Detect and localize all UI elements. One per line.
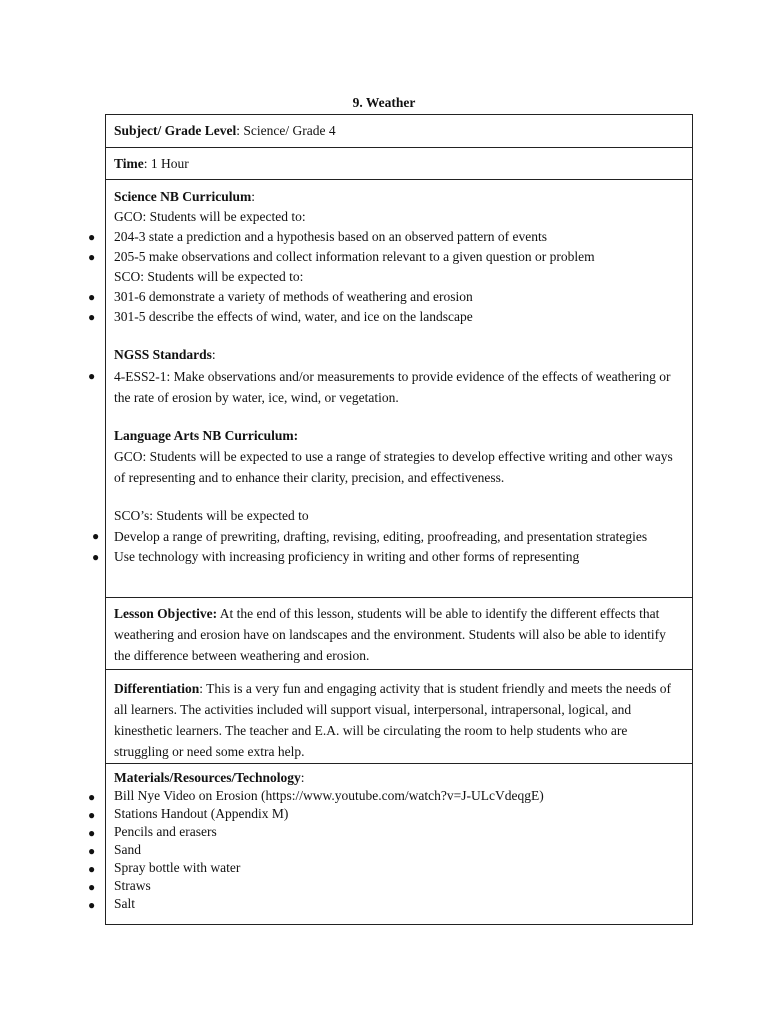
materials-heading-colon: : bbox=[300, 770, 305, 785]
list-item bbox=[88, 307, 684, 327]
list-item bbox=[88, 859, 684, 877]
list-item-text: Salt bbox=[114, 896, 136, 911]
list-item-text: Sand bbox=[114, 842, 141, 857]
list-item bbox=[92, 526, 684, 547]
page-title: 9. Weather bbox=[352, 95, 416, 110]
list-item-text: Spray bottle with water bbox=[114, 860, 241, 875]
lesson-objective-text: At the end of this lesson, students will be able to identify the different effects that weathering and erosion have on landscapes and the environment. Students will also be able to identify the difference between weathering and erosion. bbox=[114, 606, 666, 663]
science-curriculum-heading: Science NB Curriculum bbox=[114, 189, 252, 204]
subject-grade-value: : Science/ Grade 4 bbox=[236, 123, 336, 138]
language-arts-sco-intro: SCO’s: Students will be expected to bbox=[114, 508, 309, 523]
list-item bbox=[88, 805, 684, 823]
lesson-objective-row bbox=[106, 597, 692, 669]
list-item bbox=[92, 547, 684, 567]
science-gco-intro: GCO: Students will be expected to: bbox=[114, 209, 306, 224]
bullet-icon: ● bbox=[88, 862, 96, 876]
lesson-plan-table bbox=[88, 114, 693, 925]
ngss-heading-colon: : bbox=[211, 347, 216, 362]
list-item-text: 301-5 describe the effects of wind, water, and ice on the landscape bbox=[114, 309, 473, 324]
bullet-icon: ● bbox=[88, 290, 96, 304]
bullet-icon: ● bbox=[88, 898, 96, 912]
bullet-icon: ● bbox=[88, 369, 96, 383]
language-arts-gco: GCO: Students will be expected to use a range of strategies to develop effective writing and other ways of representing and to enhance their clarity, precision, and effectiveness. bbox=[114, 449, 673, 485]
list-item-text: 301-6 demonstrate a variety of methods of weathering and erosion bbox=[114, 289, 473, 304]
science-heading-colon: : bbox=[251, 189, 256, 204]
bullet-icon: ● bbox=[88, 844, 96, 858]
lesson-objective-label: Lesson Objective: bbox=[114, 606, 218, 621]
subject-grade-label: Subject/ Grade Level bbox=[114, 123, 237, 138]
time-label: Time bbox=[114, 156, 144, 171]
list-item-text: Straws bbox=[114, 878, 151, 893]
list-item bbox=[88, 247, 684, 267]
list-item-text: Develop a range of prewriting, drafting, revising, editing, proofreading, and presentation strategies bbox=[114, 529, 648, 544]
list-item-text: Bill Nye Video on Erosion (https://www.youtube.com/watch?v=J-ULcVdeqgE) bbox=[114, 788, 544, 803]
bullet-icon: ● bbox=[88, 808, 96, 822]
list-item bbox=[88, 841, 684, 859]
time-value: : 1 Hour bbox=[143, 156, 189, 171]
bullet-icon: ● bbox=[88, 826, 96, 840]
science-sco-intro: SCO: Students will be expected to: bbox=[114, 269, 304, 284]
list-item bbox=[88, 823, 684, 841]
bullet-icon: ● bbox=[92, 529, 100, 543]
list-item bbox=[88, 877, 684, 895]
list-item bbox=[88, 287, 684, 307]
differentiation-text: : This is a very fun and engaging activity that is student friendly and meets the needs of all learners. The activities included will support visual, interpersonal, intrapersonal, logical, and kinesthetic learners. The teacher and E.A. will be circulating the room to help students who are struggling or need some extra help. bbox=[114, 681, 671, 759]
list-item-text: Stations Handout (Appendix M) bbox=[114, 806, 289, 821]
ngss-heading: NGSS Standards bbox=[114, 347, 212, 362]
bullet-icon: ● bbox=[92, 550, 100, 564]
bullet-icon: ● bbox=[88, 790, 96, 804]
subject-grade-row bbox=[106, 115, 692, 147]
list-item bbox=[88, 787, 684, 805]
differentiation-label: Differentiation bbox=[114, 681, 200, 696]
list-item bbox=[88, 227, 684, 247]
bullet-icon: ● bbox=[88, 230, 96, 244]
language-arts-heading: Language Arts NB Curriculum: bbox=[114, 428, 299, 443]
bullet-icon: ● bbox=[88, 880, 96, 894]
bullet-icon: ● bbox=[88, 310, 96, 324]
materials-heading: Materials/Resources/Technology bbox=[114, 770, 301, 785]
differentiation-row bbox=[106, 669, 692, 763]
list-item bbox=[88, 366, 684, 408]
time-row bbox=[106, 147, 692, 179]
list-item bbox=[88, 895, 684, 913]
list-item-text: 4-ESS2-1: Make observations and/or measurements to provide evidence of the effects of weathering or the rate of erosion by water, ice, wind, or vegetation. bbox=[114, 369, 671, 405]
list-item-text: Use technology with increasing proficiency in writing and other forms of representing bbox=[114, 549, 580, 564]
list-item-text: 204-3 state a prediction and a hypothesis based on an observed pattern of events bbox=[114, 229, 547, 244]
list-item-text: Pencils and erasers bbox=[114, 824, 217, 839]
list-item-text: 205-5 make observations and collect information relevant to a given question or problem bbox=[114, 249, 595, 264]
bullet-icon: ● bbox=[88, 250, 96, 264]
materials-row bbox=[88, 763, 692, 924]
curriculum-row bbox=[88, 179, 692, 597]
